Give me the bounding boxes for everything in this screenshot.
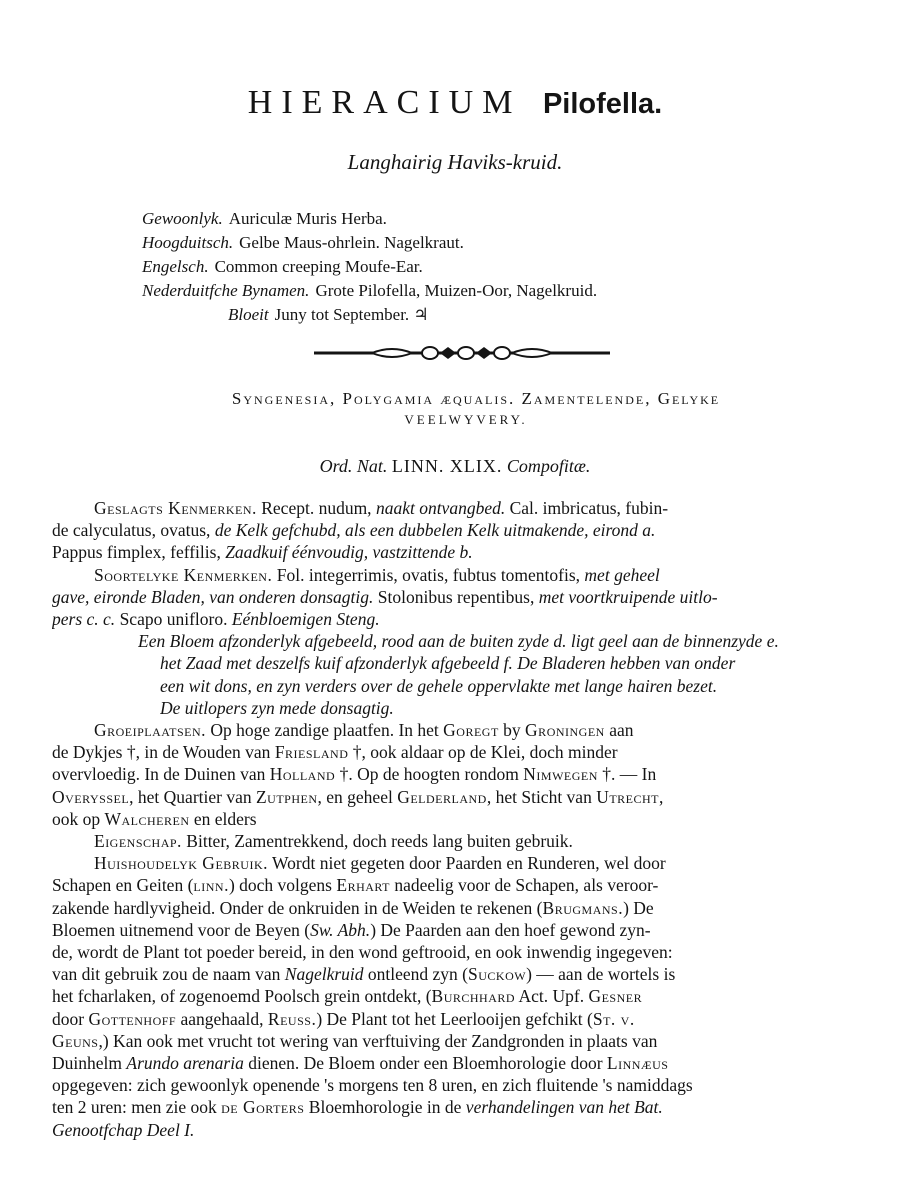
text-line bbox=[52, 1074, 870, 1096]
text-segment: Utrecht bbox=[596, 787, 660, 807]
text-segment: Overyssel bbox=[52, 787, 130, 807]
text-segment: Walcheren bbox=[104, 809, 190, 829]
text-line bbox=[52, 1119, 870, 1141]
text-line bbox=[52, 541, 870, 563]
text-segment: Geslagts Kenmerken. bbox=[94, 498, 257, 518]
name-row bbox=[142, 255, 882, 279]
text-line bbox=[52, 763, 870, 785]
text-segment: ) De Paarden aan den hoef gewond zyn- bbox=[370, 920, 651, 940]
text-segment: met voortkruipende uitlo- bbox=[538, 587, 718, 607]
text-segment: Een Bloem afzonderlyk afgebeeld, rood aan de buiten zyde d. ligt geel aan de binnenzyde e. bbox=[138, 631, 779, 651]
text-segment: pers c. c. bbox=[52, 609, 116, 629]
text-segment: verhandelingen van het Bat. bbox=[465, 1097, 663, 1117]
text-segment: ) — aan de wortels is bbox=[526, 964, 676, 984]
text-segment: , bbox=[659, 787, 664, 807]
text-segment: Recept. nudum, bbox=[256, 498, 376, 518]
text-segment: Gelderland bbox=[397, 787, 487, 807]
text-segment: Bitter, Zamentrekkend, doch reeds lang buiten gebruik. bbox=[181, 831, 573, 851]
text-line bbox=[52, 1052, 870, 1074]
text-line bbox=[52, 919, 870, 941]
text-segment: Genootfchap Deel I. bbox=[52, 1120, 195, 1140]
name-language: Engelsch. bbox=[142, 257, 209, 276]
text-line bbox=[160, 697, 870, 719]
text-line bbox=[160, 652, 870, 674]
text-segment: aangehaald, bbox=[176, 1009, 268, 1029]
text-segment: Gesner bbox=[588, 986, 643, 1006]
text-segment: by bbox=[498, 720, 526, 740]
title-species: Pilofella. bbox=[542, 88, 663, 120]
flowering-row bbox=[142, 303, 882, 327]
text-segment: van dit gebruik zou de naam van bbox=[52, 964, 285, 984]
text-segment: Act. Upf. bbox=[515, 986, 589, 1006]
text-segment: het Zaad met deszelfs kuif afzonderlyk afgebeeld f. De Bladeren hebben van onder bbox=[160, 653, 736, 673]
text-line bbox=[52, 808, 870, 830]
text-segment: Scapo unifloro. bbox=[115, 609, 232, 629]
natural-order bbox=[0, 456, 910, 477]
text-line bbox=[52, 897, 870, 919]
text-segment: zakende hardlyvigheid. Onder de onkruiden in de Weiden te rekenen ( bbox=[52, 898, 543, 918]
text-segment: ten 2 uren: men zie ook bbox=[52, 1097, 222, 1117]
text-segment: opgegeven: zich gewoonlyk openende 's morgens ten 8 uren, en zich fluitende 's namiddags bbox=[52, 1075, 693, 1095]
name-language: Gewoonlyk. bbox=[142, 209, 223, 228]
text-segment: en elders bbox=[189, 809, 257, 829]
text-line bbox=[94, 830, 870, 852]
text-segment: Groeiplaatsen. bbox=[94, 720, 207, 740]
text-segment: Op hoge zandige plaatfen. In het bbox=[206, 720, 444, 740]
text-segment: de Gorters bbox=[221, 1097, 305, 1117]
text-segment: Reuss. bbox=[267, 1009, 317, 1029]
name-row bbox=[142, 207, 882, 231]
text-segment: Suckow bbox=[468, 964, 527, 984]
text-segment: , en geheel bbox=[317, 787, 398, 807]
text-line bbox=[94, 852, 870, 874]
text-line bbox=[94, 719, 870, 741]
text-segment: Eénbloemigen Steng. bbox=[231, 609, 380, 629]
text-segment: de, wordt de Plant tot poeder bereid, in den wond geftrooid, en ook inwendig ingegeven: bbox=[52, 942, 673, 962]
name-row bbox=[142, 231, 882, 255]
text-line bbox=[52, 1096, 870, 1118]
text-segment: Huishoudelyk Gebruik. bbox=[94, 853, 268, 873]
text-segment: ook op bbox=[52, 809, 105, 829]
text-line bbox=[52, 786, 870, 808]
text-segment: ) De bbox=[623, 898, 654, 918]
text-segment: , het Sticht van bbox=[486, 787, 597, 807]
text-line bbox=[52, 1008, 870, 1030]
text-segment: Linnæus bbox=[606, 1053, 669, 1073]
text-line bbox=[94, 497, 870, 519]
text-segment: dienen. De Bloem onder een Bloemhorologie door bbox=[243, 1053, 607, 1073]
text-line bbox=[138, 630, 870, 652]
text-line bbox=[52, 519, 870, 541]
text-segment: †. — In bbox=[597, 764, 657, 784]
text-segment: Erhart bbox=[336, 875, 391, 895]
text-segment: Sw. Abh. bbox=[310, 920, 371, 940]
text-segment: Cal. imbricatus, fubin- bbox=[505, 498, 669, 518]
text-segment: Eigenschap. bbox=[94, 831, 182, 851]
text-segment: St. v. bbox=[592, 1009, 635, 1029]
name-text: Common creeping Moufe-Ear. bbox=[214, 257, 423, 276]
text-segment: Duinhelm bbox=[52, 1053, 127, 1073]
text-segment: naakt ontvangbed. bbox=[375, 498, 506, 518]
text-line bbox=[94, 564, 870, 586]
text-line bbox=[52, 941, 870, 963]
text-segment: de Kelk gefchubd, als een dubbelen Kelk uitmakende, eirond a. bbox=[214, 520, 656, 540]
text-segment: Goregt bbox=[443, 720, 499, 740]
name-text: Auriculæ Muris Herba. bbox=[228, 209, 387, 228]
text-segment: , het Quartier van bbox=[129, 787, 256, 807]
text-segment: Groningen bbox=[525, 720, 605, 740]
text-segment: Burchhard bbox=[431, 986, 516, 1006]
text-segment: door bbox=[52, 1009, 89, 1029]
text-segment: Pappus fimplex, feffilis, bbox=[52, 542, 226, 562]
text-line bbox=[52, 741, 870, 763]
text-segment: †. Op de hoogten rondom bbox=[335, 764, 524, 784]
text-segment: Wordt niet gegeten door Paarden en Runderen, wel door bbox=[267, 853, 666, 873]
text-segment: het fcharlaken, of zogenoemd Poolsch grein ontdekt, ( bbox=[52, 986, 432, 1006]
text-segment: Brugmans. bbox=[542, 898, 624, 918]
name-text: Juny tot September. ♃ bbox=[274, 305, 429, 324]
text-segment: overvloedig. In de Duinen van bbox=[52, 764, 270, 784]
order-name: Compofitæ. bbox=[506, 456, 591, 476]
name-text: Gelbe Maus-ohrlein. Nagelkraut. bbox=[239, 233, 464, 252]
text-segment: Arundo arenaria bbox=[126, 1053, 244, 1073]
text-segment: Geuns bbox=[52, 1031, 99, 1051]
order-linnaeus: LINN. XLIX. bbox=[391, 456, 503, 476]
text-segment: Stolonibus repentibus, bbox=[373, 587, 539, 607]
page-subtitle: Langhairig Haviks-kruid. bbox=[347, 150, 563, 174]
text-segment: Fol. integerrimis, ovatis, fubtus tomentofis, bbox=[272, 565, 585, 585]
vernacular-names bbox=[142, 207, 882, 327]
text-line bbox=[52, 985, 870, 1007]
page-title bbox=[0, 84, 910, 122]
text-segment: Schapen en Geiten ( bbox=[52, 875, 194, 895]
name-language: Bloeit bbox=[228, 305, 269, 324]
text-segment: Holland bbox=[269, 764, 336, 784]
text-line bbox=[52, 963, 870, 985]
text-segment: ) doch volgens bbox=[228, 875, 337, 895]
text-segment: Nagelkruid bbox=[284, 964, 364, 984]
text-line bbox=[52, 586, 870, 608]
classification-line-2: VEELWYVERY. bbox=[404, 412, 528, 427]
title-genus: HIERACIUM bbox=[247, 84, 522, 121]
text-line bbox=[52, 874, 870, 896]
text-segment: een wit dons, en zyn verders over de gehele oppervlakte met lange hairen bezet. bbox=[160, 676, 718, 696]
text-segment: Zutphen bbox=[255, 787, 318, 807]
text-segment: de Dykjes †, in de Wouden van bbox=[52, 742, 275, 762]
ornament-divider bbox=[312, 343, 612, 363]
text-segment: nadeelig voor de Schapen, als veroor- bbox=[390, 875, 659, 895]
text-segment: Soortelyke Kenmerken. bbox=[94, 565, 273, 585]
text-segment: aan bbox=[604, 720, 634, 740]
text-line bbox=[52, 1030, 870, 1052]
text-segment: linn. bbox=[193, 875, 229, 895]
text-segment: Nimwegen bbox=[523, 764, 598, 784]
text-segment: De uitlopers zyn mede donsagtig. bbox=[160, 698, 394, 718]
order-label: Ord. Nat. bbox=[319, 456, 388, 476]
text-segment: †, ook aldaar op de Klei, doch minder bbox=[348, 742, 618, 762]
text-segment: Bloemen uitnemend voor de Beyen ( bbox=[52, 920, 311, 940]
text-segment: Bloemhorologie in de bbox=[304, 1097, 466, 1117]
text-segment: ontleend zyn ( bbox=[363, 964, 469, 984]
name-text: Grote Pilofella, Muizen-Oor, Nagelkruid. bbox=[315, 281, 598, 300]
name-language: Nederduitfche Bynamen. bbox=[142, 281, 310, 300]
text-line bbox=[52, 608, 870, 630]
text-segment: met geheel bbox=[584, 565, 660, 585]
name-row bbox=[142, 279, 882, 303]
text-segment: Friesland bbox=[274, 742, 349, 762]
name-language: Hoogduitsch. bbox=[142, 233, 234, 252]
text-segment: de calyculatus, ovatus, bbox=[52, 520, 215, 540]
text-line bbox=[160, 675, 870, 697]
text-segment: gave, eironde Bladen, van onderen donsagtig. bbox=[52, 587, 374, 607]
text-segment: ,) Kan ook met vrucht tot wering van verftuiving der Zandgronden in plaats van bbox=[98, 1031, 658, 1051]
text-segment: Gottenhoff bbox=[88, 1009, 177, 1029]
text-segment: Zaadkuif éénvoudig, vastzittende b. bbox=[225, 542, 473, 562]
text-segment: ) De Plant tot het Leerlooijen gefchikt ( bbox=[316, 1009, 593, 1029]
classification-line: Syngenesia, Polygamia æqualis. Zamentelende, Gelyke bbox=[231, 389, 721, 408]
